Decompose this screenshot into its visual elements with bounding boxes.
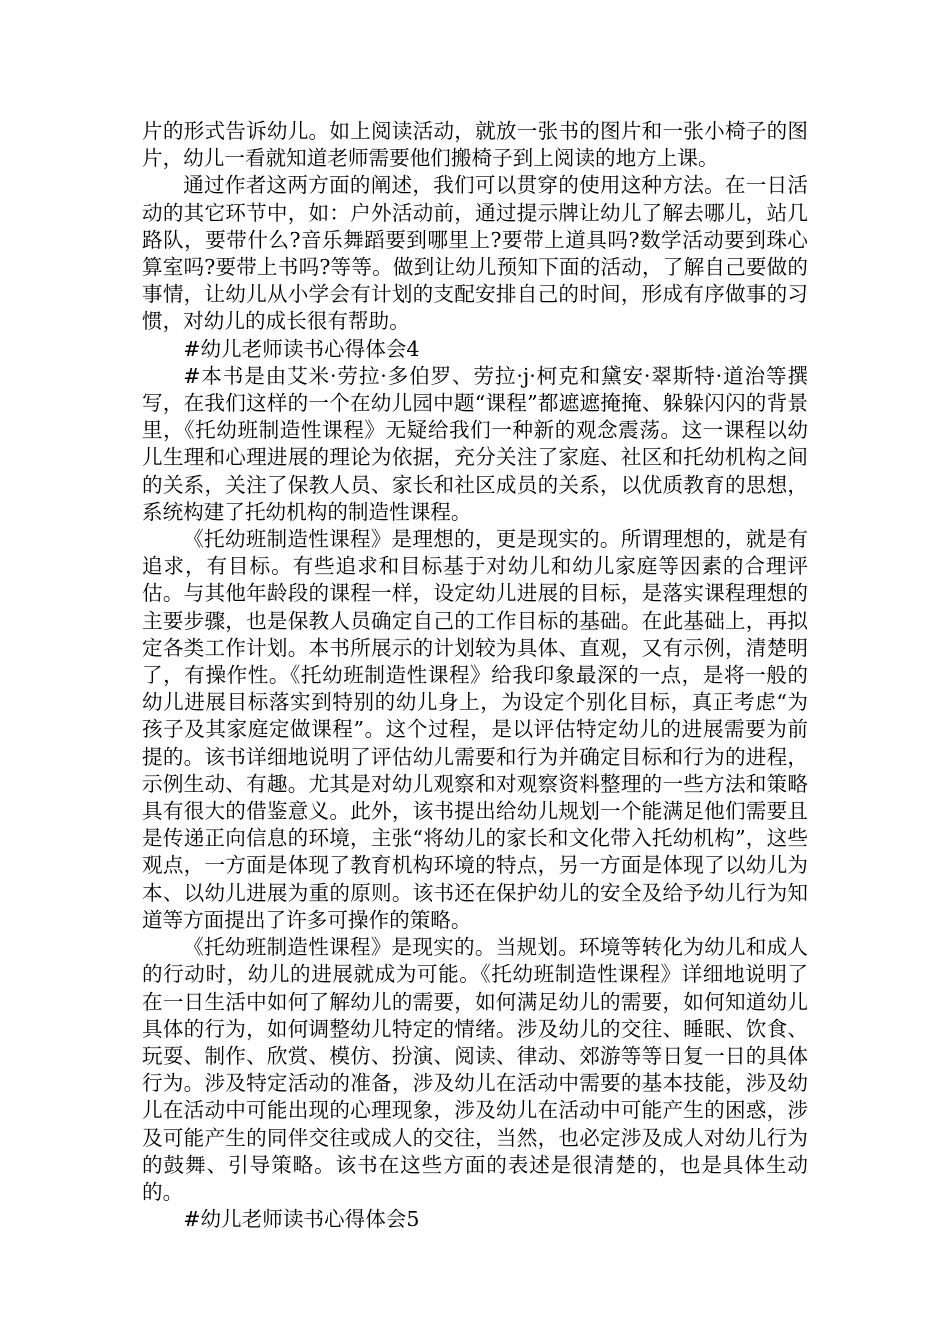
document-body — [142, 118, 808, 1233]
paragraph: 片的形式告诉幼儿。如上阅读活动，就放一张书的图片和一张小椅子的图片，幼儿一看就知道老师需要他们搬椅子到上阅读的地方上课。 — [142, 119, 808, 171]
section-heading: #幼儿老师读书心得体会4 — [183, 336, 420, 361]
paragraph: 通过作者这两方面的阐述，我们可以贯穿的使用这种方法。在一日活动的其它环节中，如：户外活动前，通过提示牌让幼儿了解去哪儿，站几路队，要带什么?音乐舞蹈要到哪里上?要带上道具吗?数学活动要到珠心算室吗?要带上书吗?等等。做到让幼儿预知下面的活动，了解自己要做的事情，让幼儿从小学会有计划的支配安排自己的时间，形成有序做事的习惯，对幼儿的成长很有帮助。 — [142, 173, 808, 334]
paragraph: 《托幼班制造性课程》是理想的，更是现实的。所谓理想的，就是有追求，有目标。有些追求和目标基于对幼儿和幼儿家庭等因素的合理评估。与其他年龄段的课程一样，设定幼儿进展的目标，是落实课程理想的主要步骤，也是保教人员确定自己的工作目标的基础。在此基础上，再拟定各类工作计划。本书所展示的计划较为具体、直观，又有示例，清楚明了，有操作性。《托幼班制造性课程》给我印象最深的一点，是将一般的幼儿进展目标落实到特别的幼儿身上，为设定个别化目标，真正考虑“为孩子及其家庭定做课程”。这个过程，是以评估特定幼儿的进展需要为前提的。该书详细地说明了评估幼儿需要和行为并确定目标和行为的进程，示例生动、有趣。尤其是对幼儿观察和对观察资料整理的一些方法和策略具有很大的借鉴意义。此外，该书提出给幼儿规划一个能满足他们需要且是传递正向信息的环境，主张“将幼儿的家长和文化带入托幼机构”，这些观点，一方面是体现了教育机构环境的特点，另一方面是体现了以幼儿为本、以幼儿进展为重的原则。该书还在保护幼儿的安全及给予幼儿行为知道等方面提出了许多可操作的策略。 — [142, 527, 808, 932]
section-heading: #幼儿老师读书心得体会5 — [183, 1207, 420, 1232]
paragraph: #本书是由艾米·劳拉·多伯罗、劳拉·j·柯克和黛安·翠斯特·道治等撰写，在我们这样的一个在幼儿园中题“课程”都遮遮掩掩、躲躲闪闪的背景里，《托幼班制造性课程》无疑给我们一种新的观念震荡。这一课程以幼儿生理和心理进展的理论为依据，充分关注了家庭、社区和托幼机构之间的关系，关注了保教人员、家长和社区成员的关系，以优质教育的思想，系统构建了托幼机构的制造性课程。 — [142, 363, 808, 524]
paragraph: 《托幼班制造性课程》是现实的。当规划。环境等转化为幼儿和成人的行动时，幼儿的进展就成为可能。《托幼班制造性课程》详细地说明了在一日生活中如何了解幼儿的需要，如何满足幼儿的需要，如何知道幼儿具体的行为，如何调整幼儿特定的情绪。涉及幼儿的交往、睡眠、饮食、玩耍、制作、欣赏、模仿、扮演、阅读、律动、郊游等等日复一日的具体行为。涉及特定活动的准备，涉及幼儿在活动中需要的基本技能，涉及幼儿在活动中可能出现的心理现象，涉及幼儿在活动中可能产生的困惑，涉及可能产生的同伴交往或成人的交往，当然，也必定涉及成人对幼儿行为的鼓舞、引导策略。该书在这些方面的表述是很清楚的，也是具体生动的。 — [142, 935, 808, 1204]
